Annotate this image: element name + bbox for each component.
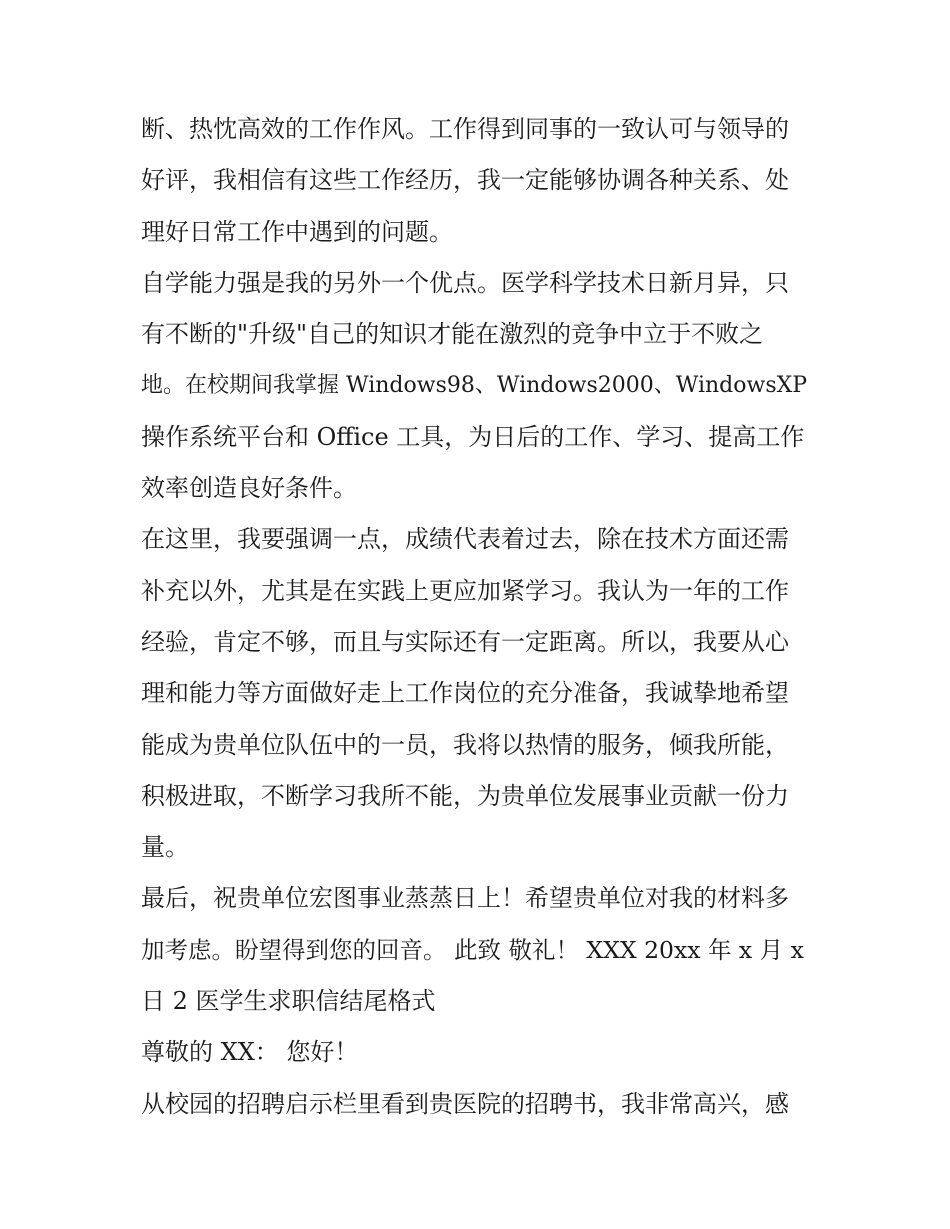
text-line-10: 补充以外，尤其是在实践上更应加紧学习。我认为一年的工作 xyxy=(141,576,789,605)
text-line-2: 好评，我相信有这些工作经历，我一定能够协调各种关系、处 xyxy=(141,166,789,195)
text-line-5: 有不断的"升级"自己的知识才能在激烈的竞争中立于不败之 xyxy=(141,320,764,349)
text-line-9: 在这里，我要强调一点，成绩代表着过去，除在技术方面还需 xyxy=(141,525,789,554)
text-line-17: 加考虑。盼望得到您的回音。 此致 敬礼！ XXX 20xx 年 x 月 x xyxy=(141,935,804,964)
letter-body xyxy=(141,104,813,1130)
text-line-3: 理好日常工作中遇到的问题。 xyxy=(141,217,453,246)
text-line-16: 最后，祝贵单位宏图事业蒸蒸日上！希望贵单位对我的材料多 xyxy=(141,884,789,913)
text-line-13: 能成为贵单位队伍中的一员，我将以热情的服务，倾我所能， xyxy=(141,730,789,759)
text-line-8: 效率创造良好条件。 xyxy=(141,474,357,503)
text-line-12: 理和能力等方面做好走上工作岗位的充分准备，我诚挚地希望 xyxy=(141,679,789,708)
text-line-14: 积极进取，不断学习我所不能，为贵单位发展事业贡献一份力 xyxy=(141,781,789,810)
text-line-7: 操作系统平台和 Office 工具，为日后的工作、学习、提高工作 xyxy=(141,422,805,451)
text-line-6: 地。在校期间我掌握 Windows98、Windows2000、WindowsXP xyxy=(141,373,808,399)
text-line-1: 断、热忱高效的工作作风。工作得到同事的一致认可与领导的 xyxy=(141,115,789,143)
text-line-20: 从校园的招聘启示栏里看到贵医院的招聘书，我非常高兴，感 xyxy=(141,1089,789,1118)
text-line-4: 自学能力强是我的另外一个优点。医学科学技术日新月异，只 xyxy=(141,268,789,297)
text-line-18: 日 2 医学生求职信结尾格式 xyxy=(141,987,436,1016)
text-line-11: 经验，肯定不够，而且与实际还有一定距离。所以，我要从心 xyxy=(141,627,789,656)
text-line-19: 尊敬的 XX： 您好！ xyxy=(141,1038,359,1067)
text-line-15: 量。 xyxy=(141,833,189,862)
